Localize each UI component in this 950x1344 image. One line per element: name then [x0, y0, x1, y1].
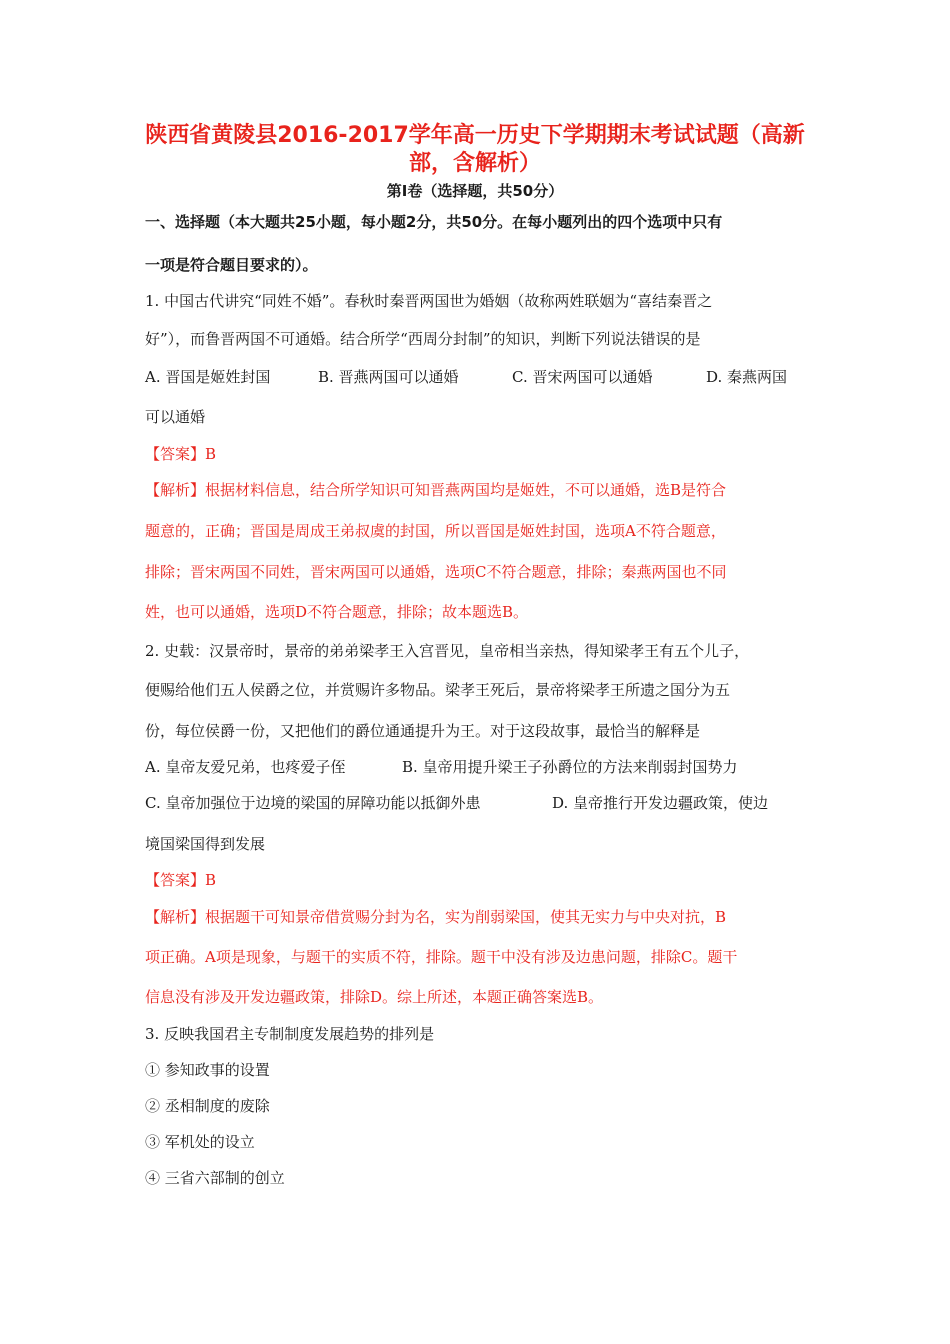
q3-item-2: ② 丞相制度的废除	[145, 1097, 270, 1115]
q2-option-c: C. 皇帝加强位于边境的梁国的屏障功能以抵御外患	[145, 794, 481, 812]
q1-option-b: B. 晋燕两国可以通婚	[318, 368, 459, 386]
q1-stem-line1: 1. 中国古代讲究“同姓不婚”。春秋时秦晋两国世为婚姻（故称两姓联姻为“喜结秦晋之	[145, 292, 713, 310]
q1-analysis-line2: 题意的，正确；晋国是周成王弟叔虞的封国，所以晋国是姬姓封国，选项A不符合题意，	[145, 522, 726, 540]
document-title-line2: 部，含解析）	[408, 151, 541, 176]
q3-item-3: ③ 军机处的设立	[145, 1133, 255, 1151]
q2-stem-line3: 份，每位侯爵一份，又把他们的爵位通通提升为王。对于这段故事，最恰当的解释是	[145, 722, 701, 740]
q3-stem: 3. 反映我国君主专制制度发展趋势的排列是	[145, 1025, 435, 1043]
q2-option-b: B. 皇帝用提升梁王子孙爵位的方法来削弱封国势力	[402, 758, 738, 776]
q2-stem-line1: 2. 史载：汉景帝时，景帝的弟弟梁孝王入宫晋见，皇帝相当亲热，得知梁孝王有五个儿子，	[145, 642, 750, 660]
q2-analysis-line2: 项正确。A项是现象，与题干的实质不符，排除。题干中没有涉及边患问题，排除C。题干	[145, 948, 738, 966]
q2-option-a: A. 皇帝友爱兄弟，也疼爱子侄	[145, 758, 346, 776]
q1-analysis-line3: 排除；晋宋两国不同姓，晋宋两国可以通婚，选项C不符合题意，排除；秦燕两国也不同	[145, 563, 727, 581]
q2-option-d-continued: 境国梁国得到发展	[145, 835, 266, 853]
q1-stem-line2: 好”），而鲁晋两国不可通婚。结合所学“西周分封制”的知识，判断下列说法错误的是	[145, 330, 701, 348]
q1-answer: 【答案】B	[145, 445, 217, 463]
q3-item-1: ① 参知政事的设置	[145, 1061, 270, 1079]
q2-answer: 【答案】B	[145, 871, 217, 889]
q3-item-4: ④ 三省六部制的创立	[145, 1169, 285, 1187]
q1-analysis-line1: 【解析】根据材料信息，结合所学知识可知晋燕两国均是姬姓，不可以通婚，选B是符合	[145, 481, 727, 499]
q1-option-d-continued: 可以通婚	[145, 408, 206, 426]
q1-option-c: C. 晋宋两国可以通婚	[512, 368, 653, 386]
section-instructions-line2: 一项是符合题目要求的）。	[145, 256, 318, 274]
q2-analysis-line1: 【解析】根据题干可知景帝借赏赐分封为名，实为削弱梁国，使其无实力与中央对抗，B	[145, 908, 727, 926]
q1-analysis-line4: 姓，也可以通婚，选项D不符合题意，排除；故本题选B。	[145, 603, 529, 621]
q1-option-d: D. 秦燕两国	[706, 368, 788, 386]
section-instructions-line1: 一、选择题（本大题共25小题，每小题2分，共50分。在每小题列出的四个选项中只有	[145, 213, 723, 231]
q2-stem-line2: 便赐给他们五人侯爵之位，并赏赐许多物品。梁孝王死后，景帝将梁孝王所遗之国分为五	[145, 681, 731, 699]
q1-option-a: A. 晋国是姬姓封国	[145, 368, 271, 386]
document-title-line1: 陕西省黄陵县2016-2017学年高一历史下学期期末考试试题（高新	[145, 123, 805, 148]
q2-option-d: D. 皇帝推行开发边疆政策，使边	[552, 794, 769, 812]
section-subtitle: 第Ⅰ卷（选择题，共50分）	[386, 182, 564, 200]
q2-analysis-line3: 信息没有涉及开发边疆政策，排除D。综上所述，本题正确答案选B。	[145, 988, 604, 1006]
